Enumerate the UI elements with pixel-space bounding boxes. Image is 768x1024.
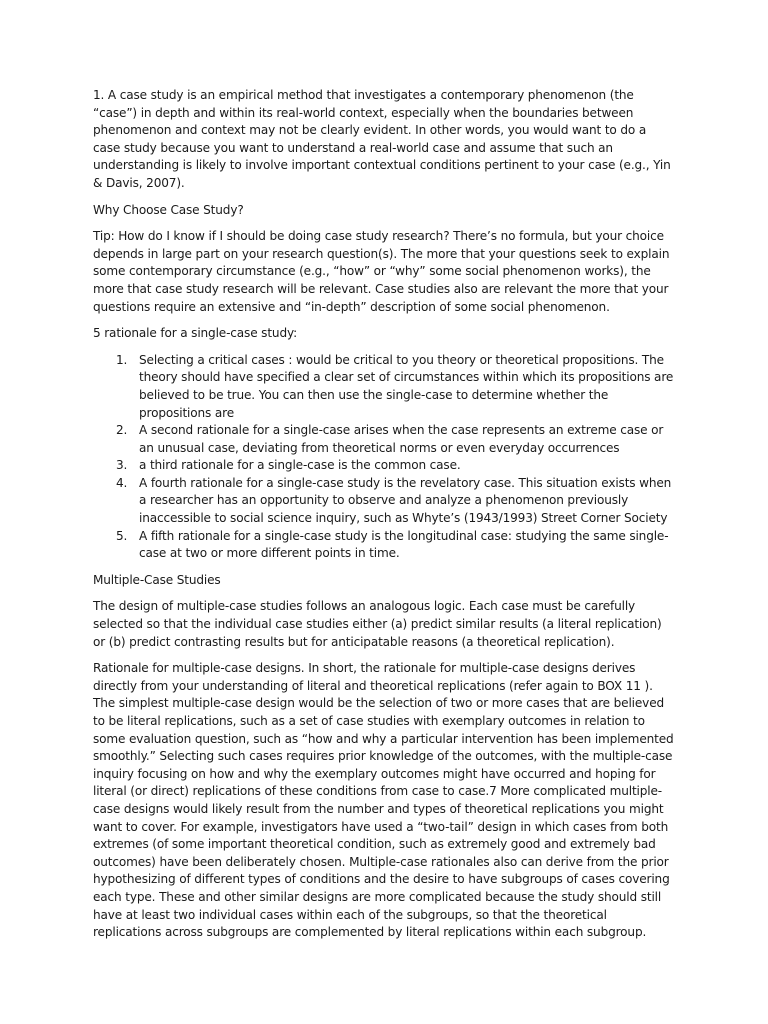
list-item	[93, 422, 676, 457]
list-item-text: A fourth rationale for a single-case study is the revelatory case. This situation exists when a researcher has an opportunity to observe and analyze a phenomenon previously inaccessible to social science inquiry, such as Whyte’s (1943/1993) Street Corner Society	[139, 475, 672, 526]
rationale-list	[93, 352, 676, 563]
list-item	[93, 475, 676, 528]
intro-paragraph: 1. A case study is an empirical method that investigates a contemporary phenomenon (the “case”) in depth and within its real-world context, especially when the boundaries between phenomenon and context may not be clearly evident. In other words, you would want to do a case study because you want to understand a real-world case and assume that such an understanding is likely to involve important contextual conditions pertinent to your case (e.g., Yin & Davis, 2007).	[93, 88, 671, 190]
list-item-number: 5.	[116, 528, 128, 543]
list-item	[93, 457, 676, 475]
why-choose-heading: Why Choose Case Study?	[93, 202, 244, 217]
list-item-number: 3.	[116, 458, 128, 473]
multiple-case-design-paragraph: The design of multiple-case studies follows an analogous logic. Each case must be carefully selected so that the individual case studies either (a) predict similar results (a literal replication) or (b) predict contrasting results but for anticipatable reasons (a theoretical replication).	[93, 599, 662, 649]
list-item	[93, 352, 676, 422]
list-item	[93, 528, 676, 563]
multiple-case-heading: Multiple-Case Studies	[93, 572, 221, 587]
list-item-text: A fifth rationale for a single-case study is the longitudinal case: studying the same single-case at two or more different points in time.	[139, 528, 669, 561]
rationale-heading: 5 rationale for a single-case study:	[93, 326, 298, 341]
list-item-text: a third rationale for a single-case is the common case.	[139, 458, 461, 473]
list-item-number: 4.	[116, 475, 128, 490]
list-item-number: 2.	[116, 423, 128, 438]
list-item-text: A second rationale for a single-case arises when the case represents an extreme case or an unusual case, deviating from theoretical norms or even everyday occurrences	[139, 423, 664, 455]
multiple-case-rationale-paragraph: Rationale for multiple-case designs. In short, the rationale for multiple-case designs derives directly from your understanding of literal and theoretical replications (refer again to BOX 11 ). The simplest multiple-case design would be the selection of two or more cases that are believed to be literal replications, such as a set of case studies with exemplary outcomes in relation to some evaluation question, such as “how and why a particular intervention has been implemented smoothly.” Selecting such cases requires prior knowledge of the outcomes, with the multiple-case inquiry focusing on how and why the exemplary outcomes might have occurred and hoping for literal (or direct) replications of these conditions from case to case.7 More complicated multiple-case designs would likely result from the number and types of theoretical replications you might want to cover. For example, investigators have used a “two-tail” design in which cases from both extremes (of some important theoretical condition, such as extremely good and extremely bad outcomes) have been deliberately chosen. Multiple-case rationales also can derive from the prior hypothesizing of different types of conditions and the desire to have subgroups of cases covering each type. These and other similar designs are more complicated because the study should still have at least two individual cases within each of the subgroups, so that the theoretical replications across subgroups are complemented by literal replications within each subgroup.	[93, 661, 674, 940]
list-item-number: 1.	[116, 352, 128, 367]
list-item-text: Selecting a critical cases : would be critical to you theory or theoretical propositions. The theory should have specified a clear set of circumstances within which its propositions are believed to be true. You can then use the single-case to determine whether the propositions are	[139, 352, 674, 420]
tip-paragraph: Tip: How do I know if I should be doing case study research? There’s no formula, but your choice depends in large part on your research question(s). The more that your questions seek to explain some contemporary circumstance (e.g., “how” or “why” some social phenomenon works), the more that case study research will be relevant. Case studies also are relevant the more that your questions require an extensive and “in-depth” description of some social phenomenon.	[93, 229, 670, 314]
